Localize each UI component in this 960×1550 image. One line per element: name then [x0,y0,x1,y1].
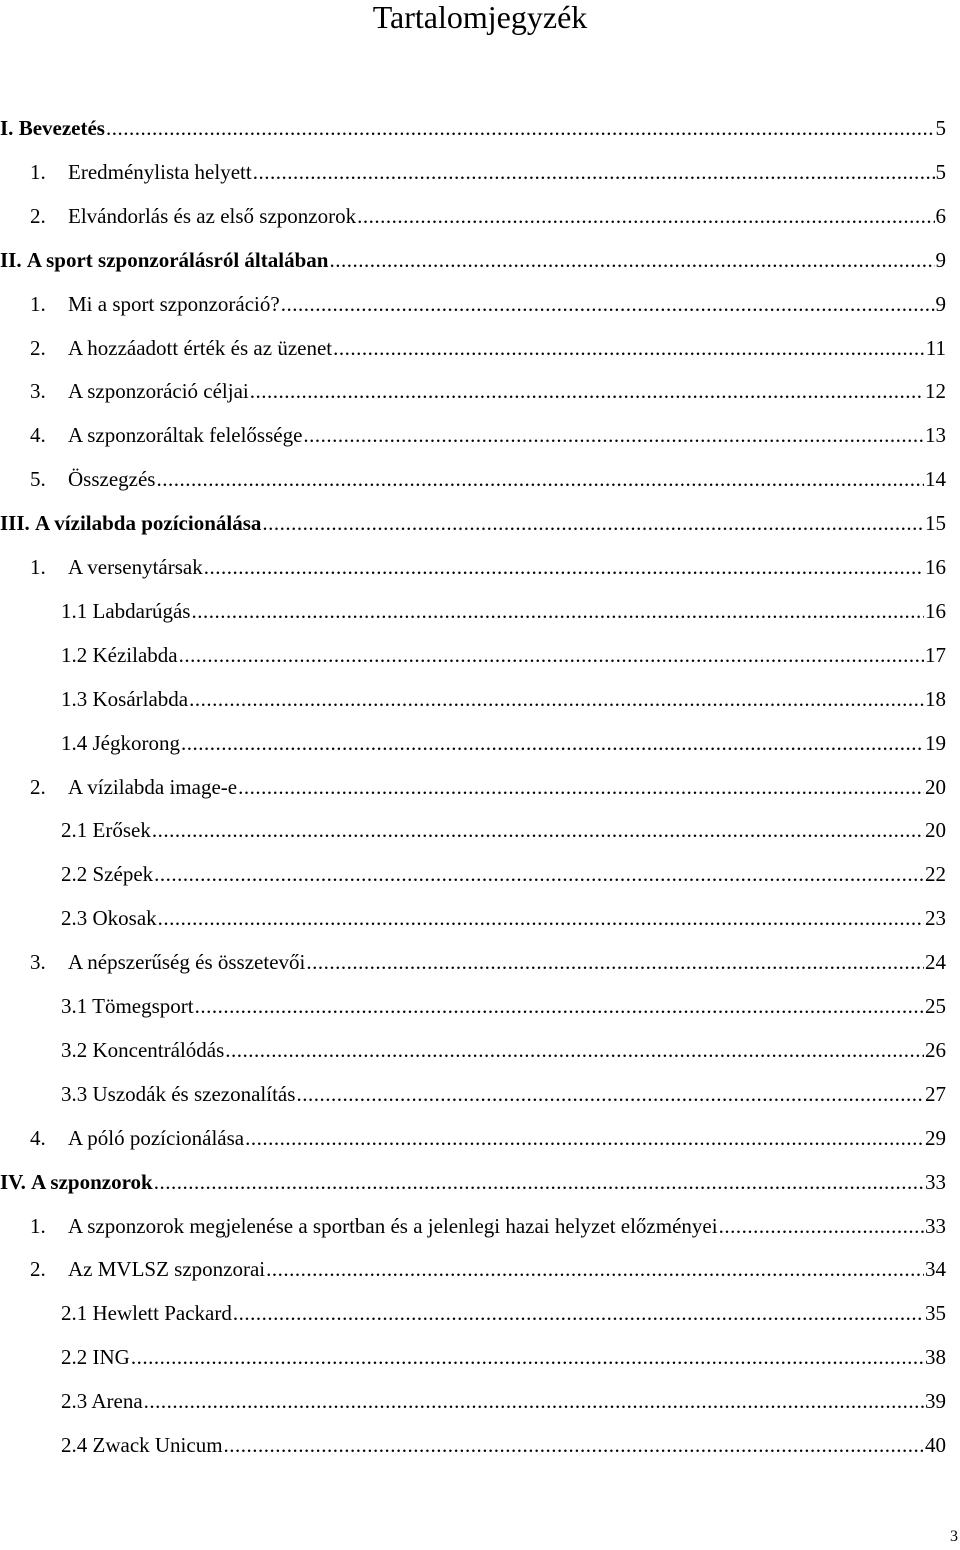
toc-entry-number: 1. [30,291,46,316]
toc-entry-page: 23 [925,906,946,931]
toc-entry-number: 3. [30,379,46,404]
toc-leader-dots [333,326,925,370]
toc-entry-number: 3. [30,950,46,975]
toc-leader-dots [719,1204,924,1248]
toc-entry-title: 2.1 Hewlett Packard [61,1301,232,1326]
toc-entry[interactable] [0,940,960,984]
toc-entry[interactable] [0,150,960,194]
toc-entry-page: 19 [925,730,946,755]
toc-leader-dots [296,1072,924,1116]
toc-entry-number: 4. [30,423,46,448]
toc-entry-number: 2. [30,774,46,799]
toc-entry[interactable] [0,1335,960,1379]
toc-entry-page: 34 [925,1257,946,1282]
toc-entry[interactable] [0,677,960,721]
toc-entry-title: 2.3 Arena [61,1389,143,1414]
toc-entry[interactable] [0,326,960,370]
toc-entry-page: 16 [925,555,946,579]
toc-entry-number: IV. [0,1169,26,1194]
toc-entry-number: 2. [30,1257,46,1282]
toc-leader-dots [224,1423,924,1467]
toc-entry-page: 22 [925,862,946,887]
toc-entry[interactable] [0,369,960,413]
toc-entry-page: 33 [925,1213,946,1238]
toc-entry[interactable] [0,1160,960,1204]
toc-entry-page: 20 [925,774,946,799]
toc-leader-dots [204,545,924,589]
toc-entry-title: A szponzoráció céljai [68,379,249,404]
toc-entry-title: 2.1 Erősek [61,818,151,843]
toc-entry-page: 9 [935,291,946,316]
toc-entry[interactable] [0,721,960,765]
toc-leader-dots [154,852,924,896]
toc-entry-page: 35 [925,1301,946,1326]
toc-entry-page: 40 [925,1433,946,1457]
toc-entry[interactable] [0,808,960,852]
toc-entry-page: 11 [925,335,946,360]
toc-entry-title: Összegzés [68,467,156,492]
toc-entry[interactable] [0,282,960,326]
toc-entry-page: 15 [925,511,946,536]
toc-entry-page: 16 [925,598,946,623]
toc-entry[interactable] [0,1204,960,1248]
toc-entry[interactable] [0,589,960,633]
toc-entry[interactable] [0,501,960,545]
toc-leader-dots [131,1335,924,1379]
toc-leader-dots [191,589,924,633]
toc-leader-dots [306,940,924,984]
toc-leader-dots [154,1160,924,1204]
toc-entry-title: A vízilabda pozícionálása [35,511,262,536]
toc-entry-title: 2.2 ING [61,1345,130,1370]
toc-entry-title: A sport szponzorálásról általában [26,247,329,272]
toc-entry-title: 3.3 Uszodák és szezonalítás [61,1081,296,1106]
toc-entry-number: II. [0,247,22,272]
toc-leader-dots [253,150,935,194]
toc-leader-dots [106,106,935,150]
toc-entry-title: 2.2 Szépek [61,862,154,887]
toc-entry[interactable] [0,852,960,896]
toc-entry-title: A népszerűség és összetevői [68,950,306,975]
toc-entry[interactable] [0,457,960,501]
toc-entry-title: 1.1 Labdarúgás [61,598,191,623]
toc-leader-dots [152,808,924,852]
toc-entry[interactable] [0,194,960,238]
toc-entry-title: 3.1 Tömegsport [61,994,194,1018]
toc-entry[interactable] [0,1116,960,1160]
toc-entry-title: 1.3 Kosárlabda [61,686,189,711]
toc-entry[interactable] [0,413,960,457]
toc-entry-page: 9 [935,247,946,272]
toc-entry[interactable] [0,1379,960,1423]
toc-entry-title: Eredménylista helyett [68,159,252,184]
toc-leader-dots [266,1247,924,1291]
toc-entry-page: 17 [925,642,946,667]
toc-leader-dots [262,501,924,545]
toc-entry-title: 1.4 Jégkorong [61,730,180,755]
toc-entry[interactable] [0,1247,960,1291]
toc-leader-dots [195,984,924,1028]
toc-entry[interactable] [0,1028,960,1072]
toc-leader-dots [225,1028,924,1072]
toc-leader-dots [250,369,924,413]
toc-leader-dots [189,677,924,721]
toc-entry-title: 3.2 Koncentrálódás [61,1037,225,1062]
toc-entry-page: 5 [935,159,946,184]
toc-entry[interactable] [0,896,960,940]
toc-entry[interactable] [0,1072,960,1116]
toc-leader-dots [329,238,934,282]
toc-entry-page: 12 [925,379,946,404]
toc-entry[interactable] [0,765,960,809]
toc-leader-dots [233,1291,924,1335]
toc-entry-title: A vízilabda image-e [68,774,238,799]
toc-entry-title: A szponzorok megjelenése a sportban és a jelenlegi hazai helyzet előzményei [68,1213,718,1238]
toc-leader-dots [357,194,934,238]
toc-entry-title: Az MVLSZ szponzorai [68,1257,266,1282]
toc-entry-title: A szponzoráltak felelőssége [68,423,303,448]
toc-entry-page: 38 [925,1345,946,1370]
toc-entry-number: 2. [30,203,46,228]
toc-entry-number: 5. [30,467,46,492]
toc-entry-number: I. [0,116,14,140]
toc-entry-page: 20 [925,818,946,843]
toc-entry-number: 1. [30,1213,46,1238]
toc-entry-title: 1.2 Kézilabda [61,642,178,667]
toc-entry-number: III. [0,511,30,536]
toc-entry-title: 2.3 Okosak [61,906,157,931]
toc-entry-title: Bevezetés [18,116,105,140]
toc-entry-number: 1. [30,555,46,579]
toc-entry-page: 39 [925,1389,946,1414]
toc-entry-title: 2.4 Zwack Unicum [61,1433,223,1457]
toc-entry-page: 27 [925,1081,946,1106]
toc-entry-page: 24 [925,950,946,975]
toc-leader-dots [245,1116,924,1160]
toc-leader-dots [238,765,924,809]
page-number: 3 [950,1528,958,1545]
page-title: Tartalomjegyzék [372,0,588,35]
toc-entry-title: A póló pozícionálása [68,1125,245,1150]
toc-entry-page: 26 [925,1037,946,1062]
toc-entry-page: 29 [925,1125,946,1150]
toc-entry[interactable] [0,1423,960,1467]
toc-entry-number: 2. [30,335,46,360]
toc-entry-page: 25 [925,994,946,1018]
toc-entry-page: 13 [925,423,946,448]
toc-leader-dots [281,282,935,326]
toc-entry[interactable] [0,238,960,282]
toc-entry-page: 5 [935,116,946,140]
toc-leader-dots [144,1379,924,1423]
toc-leader-dots [156,457,924,501]
toc-entry-page: 6 [935,203,946,228]
toc-entry-page: 33 [925,1169,946,1194]
toc-entry-page: 14 [925,467,946,492]
toc-entry-page: 18 [925,686,946,711]
toc-entry-number: 1. [30,159,46,184]
toc-leader-dots [158,896,924,940]
toc-entry-title: A hozzáadott érték és az üzenet [68,335,333,360]
toc-entry[interactable] [0,106,960,150]
toc-entry-title: A versenytársak [68,555,203,579]
toc-entry[interactable] [0,545,960,589]
toc-entry[interactable] [0,633,960,677]
toc-entry[interactable] [0,1291,960,1335]
toc-entry-title: A szponzorok [31,1169,153,1194]
toc-leader-dots [303,413,924,457]
toc-leader-dots [179,633,924,677]
toc-entry[interactable] [0,984,960,1028]
toc-entry-title: Elvándorlás és az első szponzorok [68,203,357,228]
toc-entry-title: Mi a sport szponzoráció? [68,291,280,316]
toc-entry-number: 4. [30,1125,46,1150]
toc-leader-dots [181,721,924,765]
